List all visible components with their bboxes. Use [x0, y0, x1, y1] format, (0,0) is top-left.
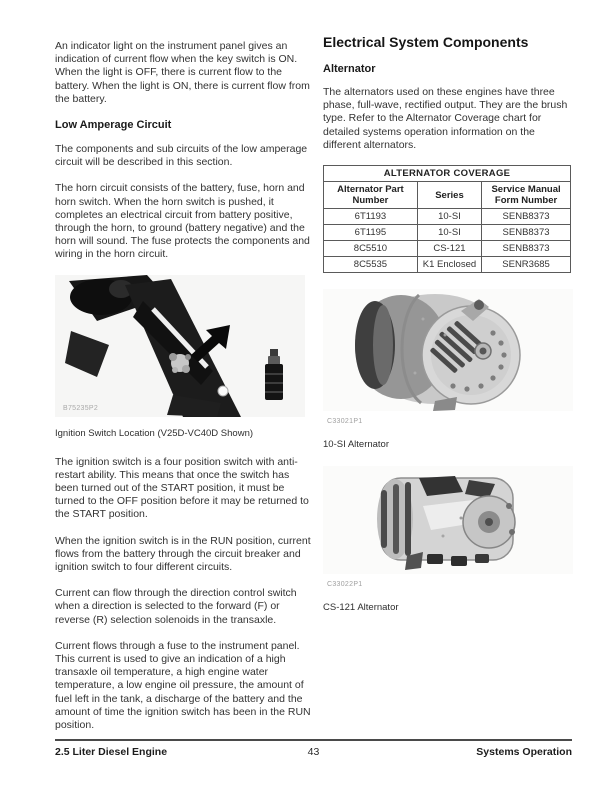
cell-part-number: 8C5535 [324, 257, 418, 273]
cell-series: K1 Enclosed [417, 257, 481, 273]
table-title: ALTERNATOR COVERAGE [324, 166, 571, 182]
page-footer [55, 739, 572, 758]
column-header-series: Series [417, 182, 481, 209]
cell-part-number: 6T1193 [324, 209, 418, 225]
paragraph-alternators-intro: The alternators used on these engines have three phase, full-wave, rectified output. They are the brush type. Refer to the Alternator Coverage chart for detailed systems operation information on the different alternators. [323, 86, 568, 151]
cell-series: 10-SI [417, 225, 481, 241]
ignition-figure-caption: Ignition Switch Location (V25D-VC40D Shown) [55, 427, 254, 439]
table-row [324, 209, 571, 225]
alternator-10si-photo [323, 289, 573, 411]
heading-alternator: Alternator [323, 63, 376, 75]
cell-form-number: SENR3685 [482, 257, 571, 273]
paragraph-horn-circuit: The horn circuit consists of the battery, fuse, horn and horn switch. When the horn switch is pushed, it completes an electrical circuit from battery positive, through the horn, to ground (battery negative) and the horn will sound. The fuse protects the components and wiring in the horn circuit. [55, 182, 310, 261]
page-number: 43 [307, 746, 320, 758]
paragraph-run-position: When the ignition switch is in the RUN position, current flows from the battery through the circuit breaker and ignition switch to four different circuits. [55, 534, 311, 574]
photo-id: C33022P1 [327, 581, 363, 589]
alternator-10si-figure [323, 289, 573, 425]
photo-id: C33021P1 [327, 418, 363, 426]
heading-low-amperage-circuit: Low Amperage Circuit [55, 119, 172, 132]
ignition-switch-photo [55, 275, 305, 417]
table-row [324, 241, 571, 257]
table-row [324, 225, 571, 241]
alternator-cs121-photo [323, 466, 573, 574]
paragraph-direction-control: Current can flow through the direction control switch when a direction is selected to the forward (F) or reverse (R) selection solenoids in the transaxle. [55, 587, 297, 626]
photo-id: B75235P2 [63, 404, 99, 412]
paragraph-ignition-switch: The ignition switch is a four position switch with anti-restart ability. This means that once the switch has been turned out of the START position, it must be turned to the OFF position before it may be returned to the START position. [55, 455, 309, 521]
footer-section-title: Systems Operation [476, 746, 572, 758]
cell-series: 10-SI [417, 209, 481, 225]
column-header-part-number: Alternator Part Number [324, 182, 418, 209]
left-column [55, 40, 311, 745]
alternator-cs121-figure [323, 466, 573, 588]
cell-form-number: SENB8373 [482, 241, 571, 257]
alternator-coverage-table [323, 165, 571, 273]
cell-series: CS-121 [417, 241, 481, 257]
alternator-cs121-caption: CS-121 Alternator [323, 602, 399, 614]
column-header-form-number: Service Manual Form Number [482, 182, 571, 209]
paragraph-fuse-instrument-panel: Current flows through a fuse to the instrument panel. This current is used to give an indication of a high transaxle oil temperature, a high engine water temperature, a low engine oil pressure, the amount of fuel left in the tank, a discharge of the battery and the amount of time the ignition switch has been in the RUN position. [55, 639, 311, 732]
cell-form-number: SENB8373 [482, 209, 571, 225]
paragraph-components: The components and sub circuits of the low amperage circuit will be described in this section. [55, 143, 308, 169]
right-column [323, 34, 573, 613]
alternator-10si-caption: 10-SI Alternator [323, 439, 390, 451]
cell-form-number: SENB8373 [482, 225, 571, 241]
table-row [324, 257, 571, 273]
footer-engine-title: 2.5 Liter Diesel Engine [55, 746, 168, 758]
paragraph-indicator-light: An indicator light on the instrument panel gives an indication of current flow when the key switch is ON. When the light is OFF, there is current flow to the battery. When the light is ON, there is current flow from the battery. [55, 40, 310, 105]
heading-electrical-system-components: Electrical System Components [323, 34, 529, 50]
ignition-switch-figure [55, 275, 311, 422]
cell-part-number: 8C5510 [324, 241, 418, 257]
cell-part-number: 6T1195 [324, 225, 418, 241]
